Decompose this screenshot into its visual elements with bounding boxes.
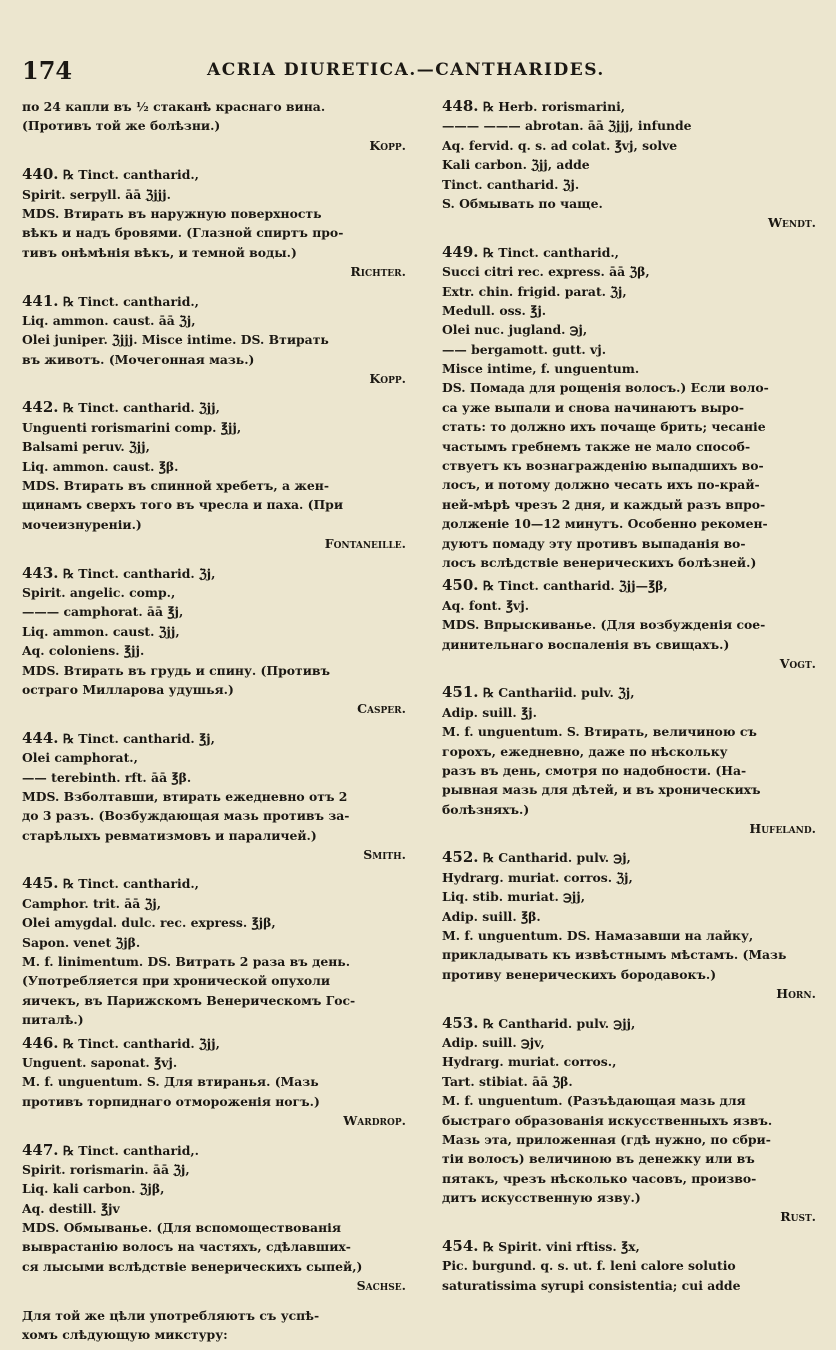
author-attribution: Vogt. (779, 655, 816, 671)
text-line: Aq. fervid. q. s. ad colat. ℥vj, solve (442, 137, 678, 153)
text-line: Camphor. trit. āā ℨj, (22, 895, 162, 911)
recipe-heading: 453. ℞ Cantharid. pulv. ℈jj, (442, 1013, 636, 1032)
text-line: Kali carbon. ℨjj, adde (442, 157, 590, 173)
recipe-entry (442, 576, 834, 673)
text-line: Aq. coloniens. ℥jj. (22, 643, 145, 659)
text-line: Мазь эта, приложенная (гдѣ нужно, по сбри- (442, 1131, 771, 1147)
text-line: противу венерическихъ бородавокъ.) (442, 966, 717, 982)
text-line: Extr. chin. frigid. parat. ℨj, (442, 283, 627, 299)
text-line: Unguenti rorismarini comp. ℥jj, (22, 419, 242, 435)
author-attribution: Kopp. (369, 137, 406, 153)
text-line: Liq. ammon. caust. āā ℨj, (22, 312, 196, 328)
recipe-number: 450. (442, 576, 479, 595)
text-line: быстраго образованія искусственныхъ язвъ. (442, 1112, 773, 1128)
author-attribution: Casper. (357, 701, 406, 717)
recipe-entry (22, 1141, 424, 1296)
author-attribution: Rust. (780, 1209, 816, 1225)
text-line: Olei amygdal. dulc. rec. express. ℥jβ, (22, 915, 276, 931)
text-line: стать: то должно ихъ почаще брить; чесаніе (442, 419, 766, 435)
text-line: Sapon. venet ℨjβ. (22, 934, 141, 950)
text-line: ——— camphorat. āā ℥j, (22, 604, 184, 620)
text-line: M. f. unguentum. DS. Намазавши на лайку, (442, 928, 754, 944)
text-line: болѣзняхъ.) (442, 801, 530, 817)
text-line: остраго Милларова удушья.) (22, 681, 234, 697)
text-line: M. f. unguentum. S. Втирать, величиною съ (442, 724, 757, 740)
recipe-number: 446. (22, 1033, 59, 1052)
text-line: тіи волосъ) величиною въ денежку или въ (442, 1151, 755, 1167)
text-line: ——— ——— abrotan. āā ℨjjj, infunde (442, 118, 692, 134)
text-line: лосъ вслѣдствіе венерическихъ болѣзней.) (442, 554, 757, 570)
text-line: —— terebinth. rft. āā ℥β. (22, 769, 192, 785)
recipe-number: 445. (22, 874, 59, 893)
text-line: Olei camphorat., (22, 750, 138, 766)
text-line: Tinct. cantharid. ℨj. (442, 176, 580, 192)
text-line: тивъ онѣмѣнія вѣкъ, и темной воды.) (22, 244, 297, 260)
recipe-entry (22, 729, 424, 865)
text-line: Hydrarg. muriat. corros., (442, 1054, 617, 1070)
recipe-entry (22, 564, 424, 719)
author-attribution: Wardrop. (343, 1113, 406, 1129)
recipe-entry (442, 683, 834, 838)
text-line: Pic. burgund. q. s. ut. f. leni calore solutio (442, 1258, 736, 1274)
author-attribution: Smith. (363, 847, 406, 863)
text-line: ся лысыми вслѣдствіе венерическихъ сыпей,) (22, 1258, 363, 1274)
text-line: ней-мѣрѣ чрезъ 2 дня, и каждый разъ впро- (442, 496, 766, 512)
recipe-number: 441. (22, 291, 59, 310)
text-line: Aq. destill. ℥jv (22, 1200, 120, 1216)
text-line: Medull. oss. ℥j. (442, 302, 547, 318)
author-attribution: Sachse. (356, 1278, 406, 1294)
text-line: Liq. stib. muriat. ℈jj, (442, 889, 586, 905)
recipe-heading: 445. ℞ Tinct. cantharid., (22, 874, 199, 893)
author-attribution: Hufeland. (749, 821, 816, 837)
text-line: S. Обмывать по чаще. (442, 195, 603, 211)
recipe-heading: 443. ℞ Tinct. cantharid. ℨj, (22, 563, 216, 582)
recipe-heading: 448. ℞ Herb. rorismarini, (442, 97, 626, 115)
text-line: Spirit. angelic. comp., (22, 584, 176, 600)
recipe-entry (22, 874, 424, 1029)
recipe-heading: 449. ℞ Tinct. cantharid., (442, 242, 619, 261)
text-line: Tart. stibiat. āā ℨβ. (442, 1073, 573, 1089)
author-attribution: Richter. (350, 264, 406, 280)
text-line: Adip. suill. ℥β. (442, 908, 541, 924)
text-line: динительнаго воспаленія въ свищахъ.) (442, 636, 730, 652)
recipe-number: 453. (442, 1013, 479, 1032)
recipe-heading: 446. ℞ Tinct. cantharid. ℨjj, (22, 1033, 220, 1052)
text-line: Olei nuc. jugland. ℈j, (442, 322, 588, 338)
text-line: горохъ, ежедневно, даже по нѣскольку (442, 743, 728, 759)
text-line: MDS. Впрыскиванье. (Для возбужденія сое- (442, 617, 766, 633)
recipe-number: 440. (22, 165, 59, 184)
recipe-heading: 450. ℞ Tinct. cantharid. ℨjj—℥β, (442, 576, 668, 595)
author-attribution: Fontaneille. (324, 536, 406, 552)
text-line: saturatissima syrupi consistentia; cui adde (442, 1277, 741, 1293)
text-line: дитъ искусственную язву.) (442, 1190, 641, 1206)
recipe-number: 448. (442, 97, 479, 115)
text-line: Hydrarg. muriat. corros. ℨj, (442, 869, 633, 885)
text-line: Aq. font. ℥vj. (442, 597, 530, 613)
recipe-entry (442, 848, 834, 1003)
recipe-entry (442, 1014, 834, 1227)
text-line: выврастанію волосъ на частяхъ, сдѣлавших- (22, 1239, 351, 1255)
recipe-number: 443. (22, 563, 59, 582)
page-number: 174 (22, 56, 73, 85)
recipe-heading: 444. ℞ Tinct. cantharid. ℥j, (22, 728, 215, 747)
text-line: MDS. Втирать въ грудь и спину. (Противъ (22, 662, 331, 678)
text-line: мочеизнуреніи.) (22, 516, 142, 532)
text-line: долженіе 10—12 минутъ. Особенно рекомен- (442, 516, 768, 532)
author-attribution: Wendt. (768, 215, 816, 231)
author-attribution: Kopp. (369, 371, 406, 387)
recipe-heading: 440. ℞ Tinct. cantharid., (22, 165, 199, 184)
text-line: (Употребляется при хронической опухоли (22, 973, 331, 989)
page-header (22, 56, 824, 86)
recipe-entry (442, 1237, 834, 1295)
recipe-number: 454. (442, 1236, 479, 1255)
text-line: вѣкъ и надъ бровями. (Глазной спиртъ про- (22, 225, 344, 241)
recipe-number: 442. (22, 398, 59, 417)
text-line: частымъ гребнемъ также не мало способ- (442, 438, 751, 454)
recipe-heading: 442. ℞ Tinct. cantharid. ℨjj, (22, 398, 220, 417)
text-line: старѣлыхъ ревматизмовъ и параличей.) (22, 827, 317, 843)
recipe-entry (22, 1034, 424, 1131)
recipe-heading: 451. ℞ Canthariid. pulv. ℨj, (442, 683, 635, 702)
text-line: Succi citri rec. express. āā ℨβ, (442, 264, 650, 280)
recipe-entry (22, 97, 424, 155)
text-line: Adip. suill. ℈jv, (442, 1034, 545, 1050)
text-line: Misce intime, f. unguentum. (442, 361, 640, 377)
text-line: Unguent. saponat. ℥vj. (22, 1054, 178, 1070)
text-line: —— bergamott. gutt. vj. (442, 341, 607, 357)
recipe-heading: 441. ℞ Tinct. cantharid., (22, 291, 199, 310)
text-line: хомъ слѣдующую микстуру: (22, 1327, 228, 1343)
text-line: питалѣ.) (22, 1012, 84, 1028)
text-line: MDS. Втирать въ спинной хребетъ, а жен- (22, 478, 330, 494)
text-line: Для той же цѣли употребляютъ съ успѣ- (22, 1307, 320, 1323)
running-title: ACRIA DIURETICA.—CANTHARIDES. (207, 60, 605, 80)
text-line: ствуетъ къ вознагражденію выпадшихъ во- (442, 458, 764, 474)
text-line: са уже выпали и снова начинаютъ выро- (442, 399, 744, 415)
text-line: M. f. unguentum. S. Для втиранья. (Мазь (22, 1074, 319, 1090)
text-line: (Противъ той же болѣзни.) (22, 118, 221, 134)
text-line: MDS. Взболтавши, втирать ежедневно отъ 2 (22, 788, 348, 804)
text-line: до 3 разъ. (Возбуждающая мазь противъ за- (22, 808, 350, 824)
text-line: Spirit. rorismarin. āā ℨj, (22, 1161, 190, 1177)
text-line: пятакъ, чрезъ нѣсколько часовъ, произво- (442, 1170, 757, 1186)
text-line: въ животъ. (Мочегонная мазь.) (22, 351, 255, 367)
text-line: M. f. unguentum. (Разъѣдающая мазь для (442, 1093, 746, 1109)
recipe-heading: 452. ℞ Cantharid. pulv. ℈j, (442, 848, 631, 867)
recipe-entry (442, 243, 834, 573)
text-line: щинамъ сверхъ того въ чресла и паха. (При (22, 497, 344, 513)
recipe-number: 447. (22, 1140, 59, 1159)
recipe-number: 449. (442, 242, 479, 261)
text-line: по 24 капли въ ½ стаканѣ краснаго вина. (22, 99, 326, 114)
text-line: яичекъ, въ Парижскомъ Венерическомъ Гос- (22, 992, 356, 1008)
text-line: дуютъ помаду эту противъ выпаданія во- (442, 535, 746, 551)
text-line: Balsami peruv. ℨjj, (22, 439, 150, 455)
text-line: Adip. suill. ℥j. (442, 704, 537, 720)
recipe-number: 444. (22, 728, 59, 747)
recipe-number: 452. (442, 848, 479, 867)
text-line: M. f. linimentum. DS. Витрать 2 раза въ день. (22, 954, 351, 970)
recipe-heading: 454. ℞ Spirit. vini rftiss. ℥x, (442, 1236, 640, 1255)
text-line: Liq. kali carbon. ℨjβ, (22, 1181, 165, 1197)
left-column (22, 97, 424, 1344)
text-line: MDS. Втирать въ наружную поверхность (22, 205, 322, 221)
text-line: разъ въ день, смотря по надобности. (На- (442, 762, 747, 778)
recipe-entry (22, 398, 424, 553)
text-line: Olei juniper. ℨjjj. Misce intime. DS. Втирать (22, 332, 329, 348)
recipe-heading: 447. ℞ Tinct. cantharid,. (22, 1140, 199, 1159)
text-line: лосъ, и потому должно чесать ихъ по-край- (442, 477, 760, 493)
recipe-entry (22, 165, 424, 281)
text-line: Spirit. serpyll. āā ℨjjj. (22, 186, 171, 202)
text-line: противъ торпиднаго отмороженія ногъ.) (22, 1093, 320, 1109)
text-line: DS. Помада для рощенія волосъ.) Если воло- (442, 380, 769, 396)
recipe-entry (22, 1306, 424, 1345)
recipe-number: 451. (442, 683, 479, 702)
right-column (442, 97, 834, 1295)
recipe-entry (442, 97, 834, 233)
text-line: рывная мазь для дѣтей, и въ хроническихъ (442, 782, 761, 798)
text-line: Liq. ammon. caust. ℥β. (22, 458, 179, 474)
recipe-entry (22, 292, 424, 389)
text-line: Liq. ammon. caust. ℨjj, (22, 623, 180, 639)
text-line: MDS. Обмыванье. (Для вспомоществованія (22, 1220, 342, 1236)
author-attribution: Horn. (776, 986, 816, 1002)
text-line: прикладывать къ извѣстнымъ мѣстамъ. (Мазь (442, 947, 787, 963)
